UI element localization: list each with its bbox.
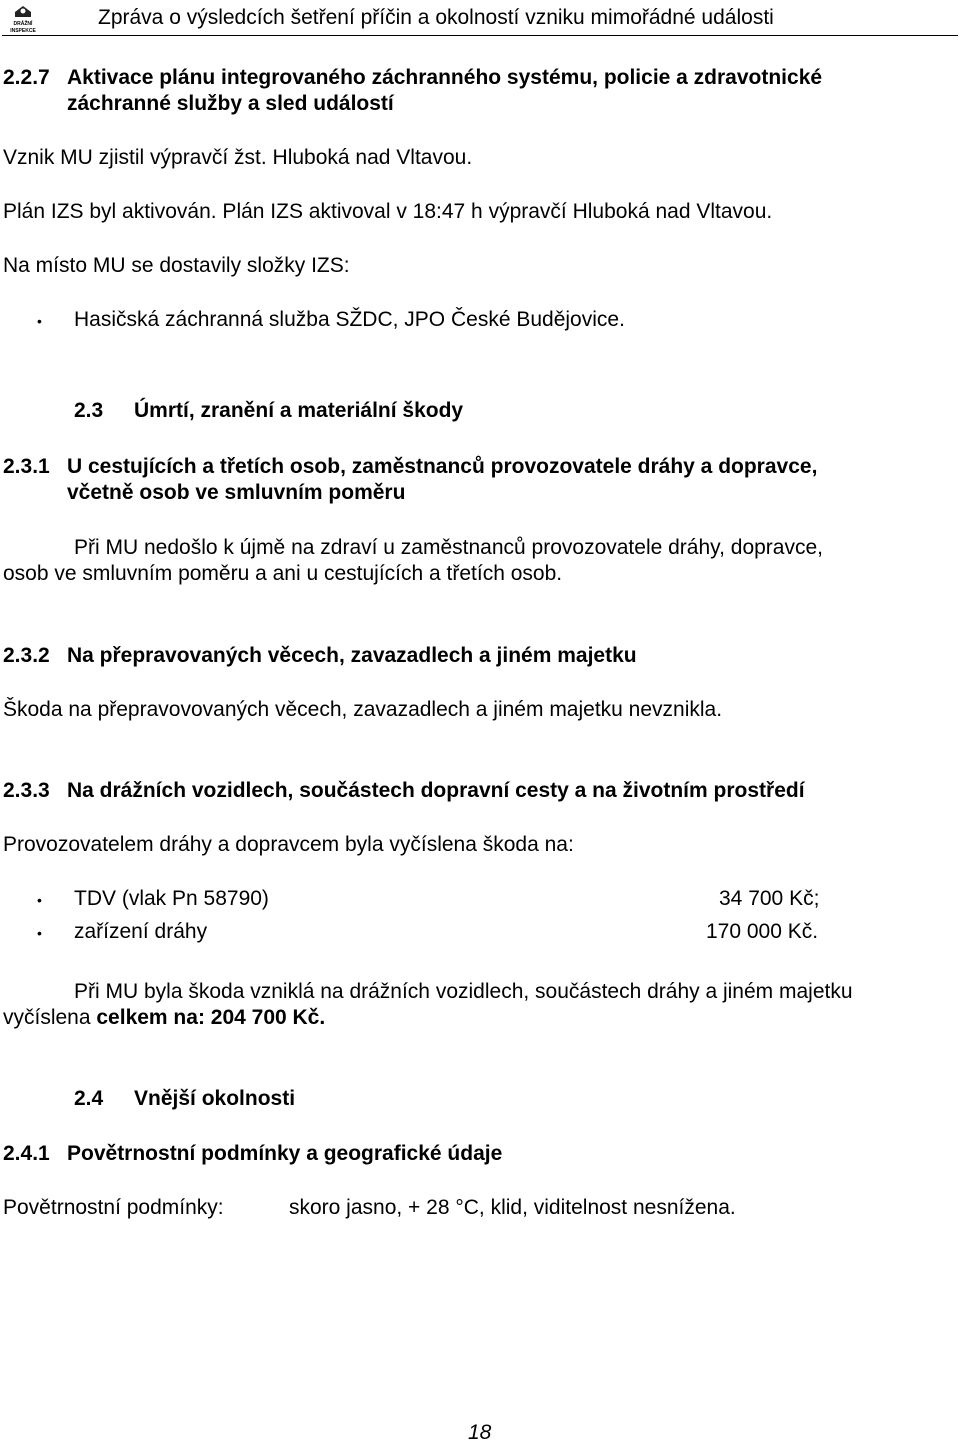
section-2-3-1-number: 2.3.1 bbox=[3, 455, 50, 478]
bullet-icon: • bbox=[37, 892, 42, 908]
damage-amount: 170 000 Kč. bbox=[706, 920, 819, 943]
total-amount: celkem na: 204 700 Kč. bbox=[96, 1006, 326, 1029]
paragraph-total-line1: Při MU byla škoda vzniklá na drážních vozidlech, součástech dráhy a jiném majetku bbox=[74, 980, 853, 1003]
weather-value: skoro jasno, + 28 °C, klid, viditelnost nesnížena. bbox=[289, 1196, 736, 1219]
paragraph-injuries-line2: osob ve smluvním poměru a ani u cestujících a třetích osob. bbox=[3, 562, 563, 585]
section-2-2-7-number: 2.2.7 bbox=[3, 66, 50, 89]
total-prefix: vyčíslena bbox=[3, 1006, 97, 1029]
bullet-icon: • bbox=[37, 313, 42, 329]
section-2-3-1-title-line2: včetně osob ve smluvním poměru bbox=[67, 481, 406, 504]
section-2-4-number: 2.4 bbox=[74, 1087, 104, 1110]
damage-item: zařízení dráhy bbox=[74, 920, 208, 943]
paragraph-izs-activation: Plán IZS byl aktivován. Plán IZS aktivoval v 18:47 h výpravčí Hluboká nad Vltavou. bbox=[3, 200, 773, 223]
section-2-3-number: 2.3 bbox=[74, 399, 104, 422]
paragraph-injuries-line1: Při MU nedošlo k újmě na zdraví u zaměstnanců provozovatele dráhy, dopravce, bbox=[74, 536, 823, 559]
paragraph-damage-intro: Provozovatelem dráhy a dopravcem byla vyčíslena škoda na: bbox=[3, 833, 574, 856]
section-2-2-7-title-line2: záchranné služby a sled událostí bbox=[67, 92, 394, 115]
section-2-4-title: Vnější okolnosti bbox=[134, 1087, 296, 1110]
section-2-3-1-title-line1: U cestujících a třetích osob, zaměstnanců provozovatele dráhy a dopravce, bbox=[67, 455, 818, 478]
svg-text:INSPEKCE: INSPEKCE bbox=[10, 28, 36, 34]
section-2-3-3-number: 2.3.3 bbox=[3, 779, 50, 802]
section-2-3-2-title: Na přepravovaných věcech, zavazadlech a jiném majetku bbox=[67, 644, 637, 667]
list-item: Hasičská záchranná služba SŽDC, JPO České Budějovice. bbox=[74, 308, 625, 331]
bullet-icon: • bbox=[37, 925, 42, 941]
weather-label: Povětrnostní podmínky: bbox=[3, 1196, 224, 1219]
section-2-2-7-title-line1: Aktivace plánu integrovaného záchranného systému, policie a zdravotnické bbox=[67, 66, 823, 89]
paragraph-izs-units: Na místo MU se dostavily složky IZS: bbox=[3, 254, 350, 277]
header-title: Zpráva o výsledcích šetření příčin a okolností vzniku mimořádné události bbox=[98, 6, 774, 29]
paragraph-total-line2 bbox=[3, 1006, 325, 1030]
damage-item: TDV (vlak Pn 58790) bbox=[74, 887, 269, 910]
section-2-4-1-title: Povětrnostní podmínky a geografické údaje bbox=[67, 1142, 503, 1165]
section-2-3-title: Úmrtí, zranění a materiální škody bbox=[134, 399, 464, 422]
section-2-3-3-title: Na drážních vozidlech, součástech dopravní cesty a na životním prostředí bbox=[67, 779, 805, 802]
paragraph-property-damage: Škoda na přepravovovaných věcech, zavazadlech a jiném majetku nevznikla. bbox=[3, 698, 723, 721]
damage-amount: 34 700 Kč; bbox=[719, 887, 820, 910]
svg-text:DRÁŽNÍ: DRÁŽNÍ bbox=[13, 21, 33, 27]
section-2-4-1-number: 2.4.1 bbox=[3, 1142, 50, 1165]
logo bbox=[3, 3, 43, 35]
header-divider bbox=[2, 35, 958, 36]
page-number: 18 bbox=[468, 1421, 492, 1444]
section-2-3-2-number: 2.3.2 bbox=[3, 644, 50, 667]
paragraph-incident-discovery: Vznik MU zjistil výpravčí žst. Hluboká nad Vltavou. bbox=[3, 146, 473, 169]
